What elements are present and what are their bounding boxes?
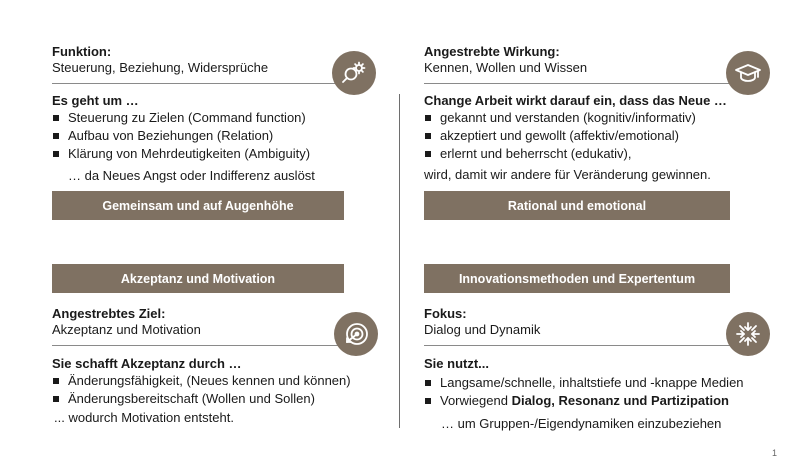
- list-item: Änderungsfähigkeit, (Neues kennen und können): [52, 372, 351, 390]
- q2-note: wird, damit wir andere für Veränderung gewinnen.: [424, 167, 711, 182]
- q1-bar: Gemeinsam und auf Augenhöhe: [52, 191, 344, 220]
- list-item: Steuerung zu Zielen (Command function): [52, 109, 310, 127]
- q1-rule: [52, 83, 344, 84]
- q4-subhead: Sie nutzt...: [424, 356, 489, 371]
- q3-bullet-list: [52, 372, 351, 408]
- list-item: erlernt und beherrscht (edukativ),: [424, 145, 696, 163]
- q1-label: Funktion:: [52, 44, 112, 59]
- search-gear-icon: [340, 59, 368, 87]
- q4-note: … um Gruppen-/Eigendynamiken einzubeziehen: [441, 416, 722, 431]
- q4-rule: [424, 345, 730, 346]
- q3-bar: Akzeptanz und Motivation: [52, 264, 344, 293]
- list-item: gekannt und verstanden (kognitiv/informativ): [424, 109, 696, 127]
- arrows-converge-icon: [734, 320, 762, 348]
- q1-bullet-list: [52, 109, 310, 163]
- q3-rule: [52, 345, 344, 346]
- bullet-prefix: Vorwiegend: [440, 393, 512, 408]
- q3-note: ... wodurch Motivation entsteht.: [54, 410, 234, 425]
- q3-text: Akzeptanz und Motivation: [52, 322, 201, 337]
- list-item: [424, 392, 744, 410]
- q1-subhead: Es geht um …: [52, 93, 139, 108]
- list-item: akzeptiert und gewollt (affektiv/emotional): [424, 127, 696, 145]
- graduation-cap-icon: [734, 59, 762, 87]
- q4-bar: Innovationsmethoden und Expertentum: [424, 264, 730, 293]
- list-item: Langsame/schnelle, inhaltstiefe und -knappe Medien: [424, 374, 744, 392]
- q3-label: Angestrebtes Ziel:: [52, 306, 166, 321]
- q4-text: Dialog und Dynamik: [424, 322, 541, 337]
- list-item: Änderungsbereitschaft (Wollen und Sollen): [52, 390, 351, 408]
- center-divider: [399, 94, 400, 428]
- list-item: Aufbau von Beziehungen (Relation): [52, 127, 310, 145]
- q4-icon-circle: [726, 312, 770, 356]
- target-arrow-icon: [342, 320, 370, 348]
- q2-icon-circle: [726, 51, 770, 95]
- bullet-emphasis: Dialog, Resonanz und Partizipation: [511, 393, 729, 408]
- q2-subhead: Change Arbeit wirkt darauf ein, dass das Neue …: [424, 93, 727, 108]
- page-number: 1: [772, 448, 778, 458]
- q1-note: … da Neues Angst oder Indifferenz auslöst: [68, 168, 315, 183]
- q1-text: Steuerung, Beziehung, Widersprüche: [52, 60, 269, 75]
- q2-text: Kennen, Wollen und Wissen: [424, 60, 588, 75]
- q2-rule: [424, 83, 730, 84]
- q3-subhead: Sie schafft Akzeptanz durch …: [52, 356, 242, 371]
- q4-bullet-list: [424, 374, 744, 410]
- q1-icon-circle: [332, 51, 376, 95]
- q4-label: Fokus:: [424, 306, 467, 321]
- q2-label: Angestrebte Wirkung:: [424, 44, 560, 59]
- q2-bar: Rational und emotional: [424, 191, 730, 220]
- q3-icon-circle: [334, 312, 378, 356]
- list-item: Klärung von Mehrdeutigkeiten (Ambiguity): [52, 145, 310, 163]
- q2-bullet-list: [424, 109, 696, 163]
